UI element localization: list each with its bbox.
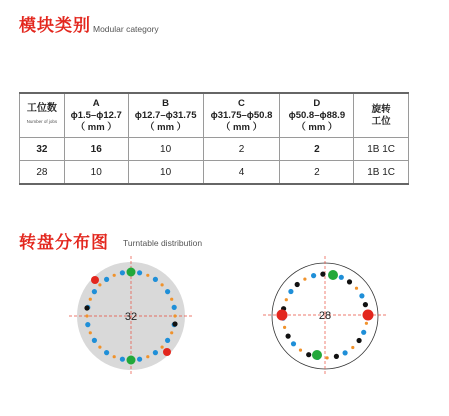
station-dot xyxy=(85,322,90,327)
station-dot xyxy=(355,287,358,290)
station-dot xyxy=(283,326,286,329)
station-dot xyxy=(357,338,362,343)
station-dot xyxy=(98,346,101,349)
cell-c: 2 xyxy=(203,138,280,161)
station-dot xyxy=(104,350,109,355)
station-dot xyxy=(92,289,97,294)
cell-d: 2 xyxy=(280,161,354,185)
station-dot xyxy=(299,349,302,352)
station-dot xyxy=(89,298,92,301)
station-dot xyxy=(359,293,364,298)
table-row xyxy=(20,138,409,161)
station-dot xyxy=(363,302,368,307)
turntable-32-diagram xyxy=(63,252,199,380)
header-letter: D xyxy=(313,97,321,109)
station-dot xyxy=(351,346,354,349)
header-unit: （ mm ） xyxy=(75,121,117,133)
header-jobs-label: 工位数 xyxy=(26,103,57,114)
station-dot-c xyxy=(172,321,177,326)
station-dot xyxy=(311,273,316,278)
station-dot xyxy=(120,270,125,275)
header-range: ϕ50.8–ϕ88.9 xyxy=(288,109,346,121)
station-dot xyxy=(137,270,142,275)
station-dot-d xyxy=(277,310,288,321)
station-dot xyxy=(295,282,300,287)
station-dot-d xyxy=(127,268,136,277)
header-unit: （ mm ） xyxy=(296,121,338,133)
station-dot xyxy=(291,341,296,346)
header-unit: （ mm ） xyxy=(220,121,263,133)
station-dot xyxy=(361,330,366,335)
station-dot xyxy=(172,305,177,310)
turntable-label: 32 xyxy=(124,311,138,323)
station-dot xyxy=(120,357,125,362)
station-dot-d xyxy=(127,356,136,365)
header-col-a xyxy=(64,93,128,138)
station-dot xyxy=(288,289,293,294)
header-range: ϕ31.75–ϕ50.8 xyxy=(210,109,273,121)
turntable-28-diagram xyxy=(257,252,393,380)
header-letter: A xyxy=(92,97,100,109)
station-dot-d xyxy=(328,270,338,280)
station-dot xyxy=(153,277,158,282)
station-dot xyxy=(339,275,344,280)
section-subtitle-modular: Modular category xyxy=(93,24,159,34)
cell-b: 10 xyxy=(128,138,203,161)
station-dot xyxy=(104,277,109,282)
header-rotate xyxy=(354,93,409,138)
cell-c: 4 xyxy=(203,161,280,185)
station-dot xyxy=(170,298,173,301)
cell-a: 16 xyxy=(64,138,128,161)
cell-a: 10 xyxy=(64,161,128,185)
station-dot xyxy=(98,283,101,286)
station-dot xyxy=(343,350,348,355)
station-dot-d xyxy=(363,310,374,321)
section-subtitle-turntable: Turntable distribution xyxy=(123,238,203,248)
station-dot xyxy=(161,346,164,349)
cell-jobs: 28 xyxy=(20,161,65,185)
cell-rotate: 1B 1C xyxy=(354,161,409,185)
station-dot xyxy=(146,355,149,358)
station-dot xyxy=(85,314,88,317)
section-title-turntable: 转盘分布图 xyxy=(19,233,109,253)
header-rotate-line1: 旋转 xyxy=(371,103,391,115)
station-dot-c xyxy=(84,305,89,310)
header-range: ϕ1.5–ϕ12.7 xyxy=(70,109,122,121)
station-dot xyxy=(320,272,325,277)
station-dot xyxy=(161,283,164,286)
header-jobs-sublabel: Number of jobs xyxy=(26,119,58,124)
header-letter: C xyxy=(238,97,245,109)
station-dot xyxy=(326,356,329,359)
station-dot xyxy=(165,338,170,343)
cell-jobs: 32 xyxy=(20,138,65,161)
station-dot-c xyxy=(91,276,99,284)
station-dot xyxy=(347,279,352,284)
turntable-label: 28 xyxy=(318,310,332,322)
station-dot xyxy=(285,298,288,301)
station-dot xyxy=(146,274,149,277)
station-dot xyxy=(137,357,142,362)
station-dot xyxy=(365,322,368,325)
header-col-b xyxy=(128,93,203,138)
cell-b: 10 xyxy=(128,161,203,185)
table-row xyxy=(20,161,409,185)
station-dot xyxy=(170,331,173,334)
header-col-d xyxy=(280,93,354,138)
station-dot xyxy=(173,314,176,317)
cell-d: 2 xyxy=(280,138,354,161)
cell-rotate: 1B 1C xyxy=(354,138,409,161)
station-dot xyxy=(113,274,116,277)
header-range: ϕ12.7–ϕ31.75 xyxy=(134,109,197,121)
station-dot xyxy=(92,338,97,343)
header-rotate-line2: 工位 xyxy=(371,115,391,127)
station-dot xyxy=(334,354,339,359)
station-dot-c xyxy=(163,348,171,356)
station-dot xyxy=(286,334,291,339)
header-letter: B xyxy=(162,97,170,109)
station-dot xyxy=(306,352,311,357)
station-dot-d xyxy=(312,350,322,360)
station-dot xyxy=(89,331,92,334)
station-dot xyxy=(153,350,158,355)
station-dot xyxy=(303,278,306,281)
header-jobs xyxy=(20,93,65,138)
header-unit: （ mm ） xyxy=(145,121,187,133)
table-header-row xyxy=(20,93,409,138)
module-spec-table xyxy=(19,92,409,185)
section-title-modular: 模块类别 xyxy=(19,16,91,36)
station-dot xyxy=(113,355,116,358)
header-col-c xyxy=(203,93,280,138)
station-dot xyxy=(165,289,170,294)
